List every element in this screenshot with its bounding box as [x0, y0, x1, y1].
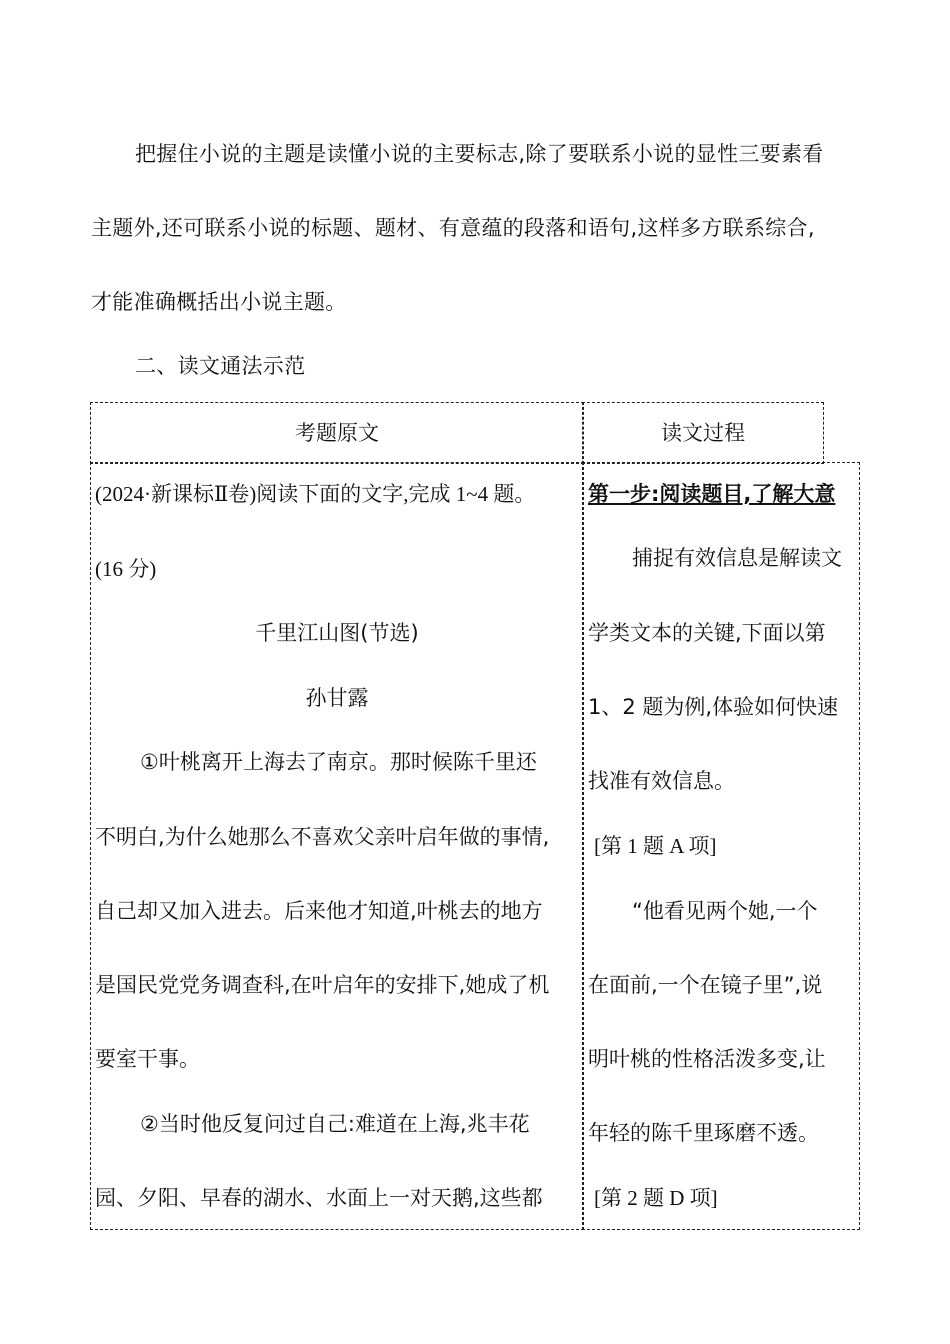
- paragraph-2-line-1: ②当时他反复问过自己:难道在上海,兆丰花: [140, 1112, 530, 1136]
- step-body-line-4: 找准有效信息。: [588, 769, 735, 793]
- paragraph-1-line-5: 要室干事。: [95, 1047, 200, 1071]
- question-1-body-line-3: 明叶桃的性格活泼多变,让: [588, 1047, 826, 1071]
- section-heading: 二、读文通法示范: [135, 354, 306, 378]
- paragraph-1-line-3: 自己却又加入进去。后来他才知道,叶桃去的地方: [95, 899, 543, 923]
- question-2-label: [第 2 题 D 项]: [594, 1186, 718, 1210]
- step-body-line-2: 学类文本的关键,下面以第: [588, 621, 826, 645]
- story-title: 千里江山图(节选): [255, 621, 419, 645]
- story-author: 孙甘露: [305, 686, 369, 710]
- score-line: (16 分): [95, 557, 157, 581]
- header-left-label: 考题原文: [295, 421, 379, 445]
- step-body-line-3: 1、2 题为例,体验如何快速: [588, 695, 839, 719]
- paragraph-1-line-2: 不明白,为什么她那么不喜欢父亲叶启年做的事情,: [95, 825, 550, 849]
- paragraph-1-line-4: 是国民党党务调查科,在叶启年的安排下,她成了机: [95, 973, 550, 997]
- intro-line-1: 把握住小说的主题是读懂小说的主要标志,除了要联系小说的显性三要素看: [135, 142, 824, 166]
- question-1-body-line-4: 年轻的陈千里琢磨不透。: [588, 1121, 819, 1145]
- question-1-body-line-2: 在面前,一个在镜子里”,说: [588, 973, 823, 997]
- paragraph-1-line-1: ①叶桃离开上海去了南京。那时候陈千里还: [140, 750, 537, 774]
- header-right-label: 读文过程: [661, 421, 745, 445]
- step-title: 第一步:阅读题目,了解大意: [588, 482, 836, 506]
- source-line: (2024·新课标Ⅱ卷)阅读下面的文字,完成 1~4 题。: [95, 482, 536, 506]
- question-1-label: [第 1 题 A 项]: [594, 834, 717, 858]
- intro-line-3: 才能准确概括出小说主题。: [91, 290, 347, 314]
- question-1-body-line-1: “他看见两个她,一个: [632, 899, 818, 923]
- paragraph-2-line-2: 园、夕阳、早春的湖水、水面上一对天鹅,这些都: [95, 1186, 543, 1210]
- step-body-line-1: 捕捉有效信息是解读文: [632, 546, 842, 570]
- intro-line-2: 主题外,还可联系小说的标题、题材、有意蕴的段落和语句,这样多方联系综合,: [91, 216, 815, 240]
